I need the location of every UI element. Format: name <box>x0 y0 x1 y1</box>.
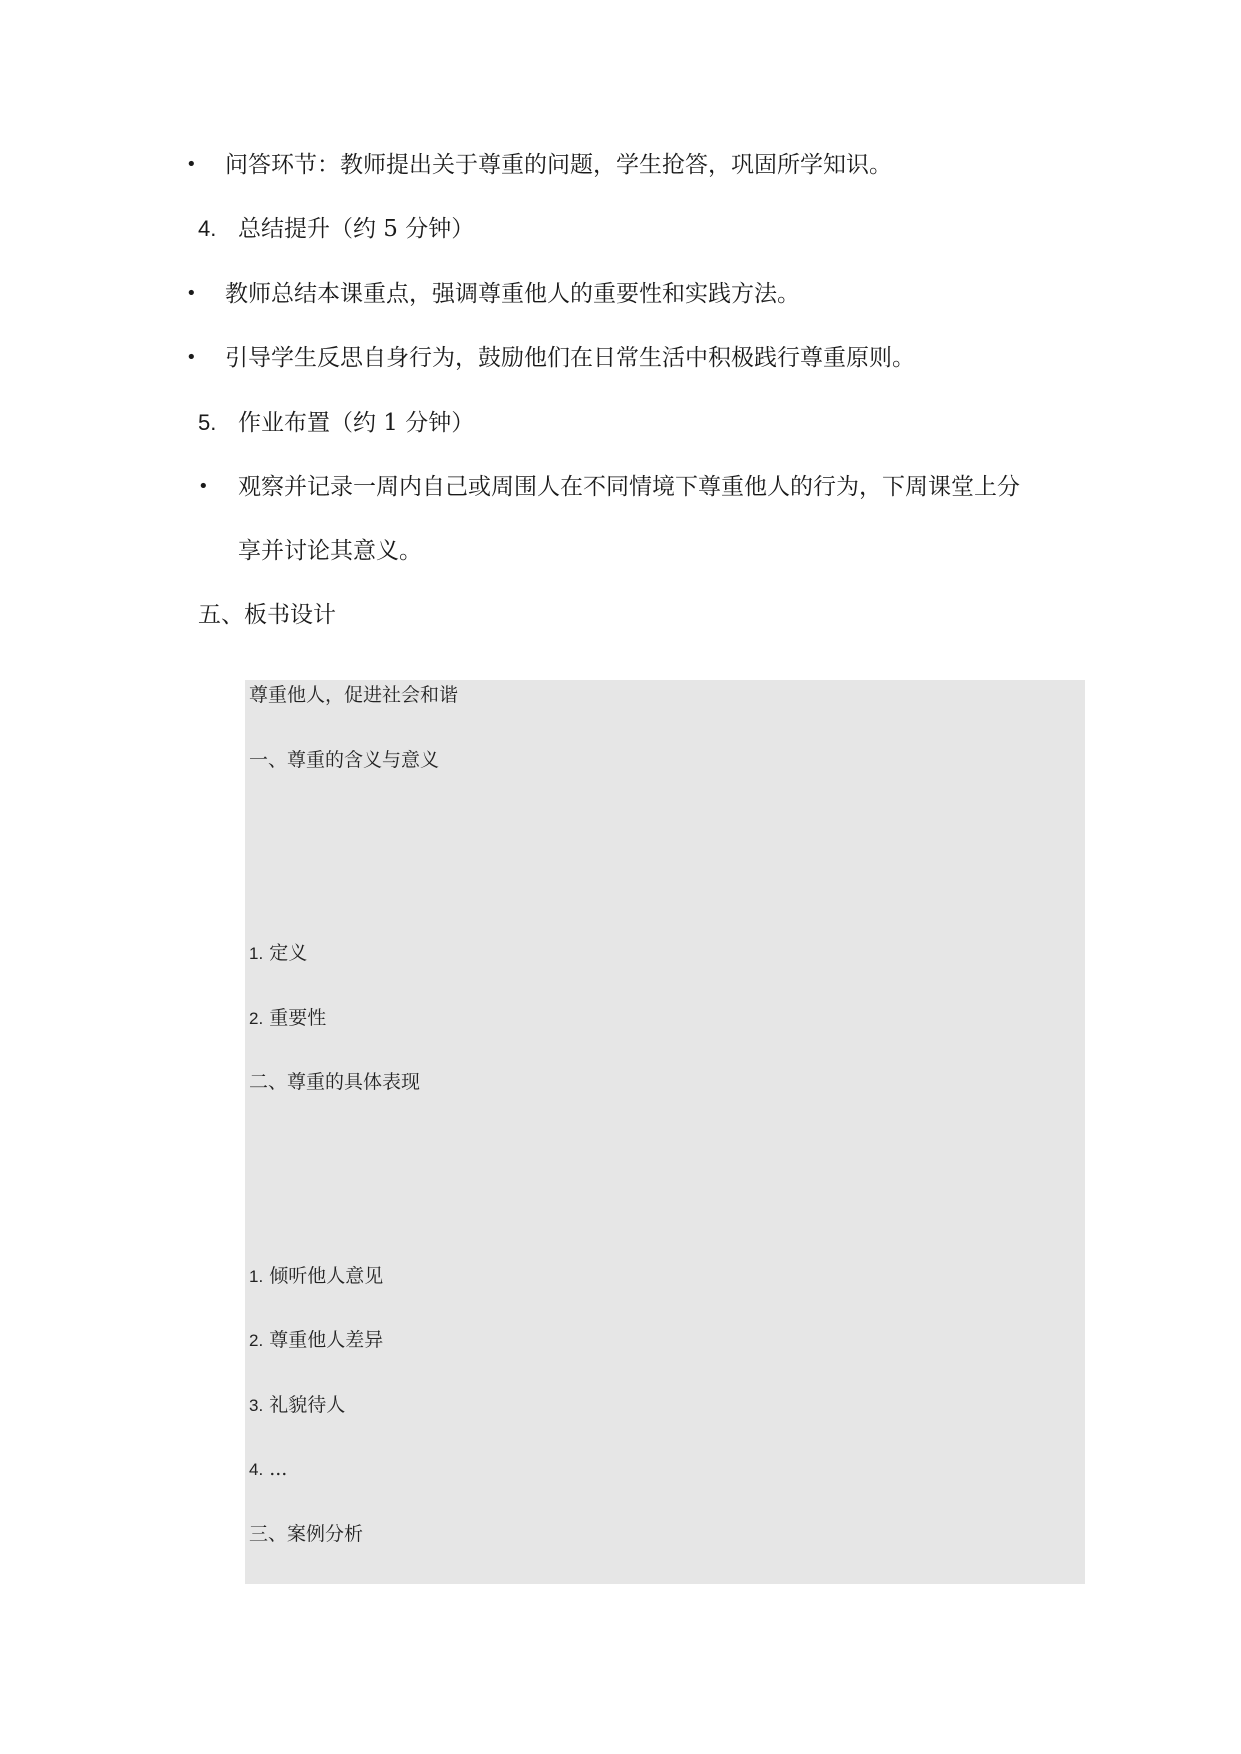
item-number: 2. <box>249 1009 264 1028</box>
board-part2-item <box>249 1327 383 1354</box>
item-number: 1. <box>249 1267 264 1286</box>
item-number: 1. <box>249 944 264 963</box>
blackboard-design-box <box>245 680 1085 1584</box>
item-text: 尊重他人差异 <box>269 1329 384 1351</box>
bullet-teacher-summary: 教师总结本课重点，强调尊重他人的重要性和实践方法。 <box>225 281 800 307</box>
bullet-homework-continuation: 享并讨论其意义。 <box>238 538 422 564</box>
item-number: 3. <box>249 1396 264 1415</box>
board-part2-heading: 二、尊重的具体表现 <box>249 1071 421 1093</box>
step-number-5: 5. <box>198 410 217 435</box>
item-text: 定义 <box>269 942 308 964</box>
item-text: 重要性 <box>269 1007 327 1029</box>
item-text: ... <box>269 1458 288 1480</box>
board-part1-heading: 一、尊重的含义与意义 <box>249 749 440 771</box>
board-part2-item <box>249 1392 345 1419</box>
board-part3-heading: 三、案例分析 <box>249 1523 364 1545</box>
bullet-marker: • <box>186 283 197 304</box>
bullet-qa-session: 问答环节：教师提出关于尊重的问题，学生抢答，巩固所学知识。 <box>225 152 892 178</box>
step-number-4: 4. <box>198 216 217 241</box>
item-text: 礼貌待人 <box>269 1394 346 1416</box>
item-number: 4. <box>249 1460 264 1479</box>
board-part1-item <box>249 940 307 967</box>
bullet-marker: • <box>186 347 197 368</box>
board-title: 尊重他人，促进社会和谐 <box>249 684 459 706</box>
item-text: 倾听他人意见 <box>269 1265 384 1287</box>
bullet-marker: • <box>198 476 209 497</box>
bullet-marker: • <box>186 154 197 175</box>
board-part2-item <box>249 1263 383 1290</box>
item-number: 2. <box>249 1331 264 1350</box>
step-homework-heading: 作业布置（约 1 分钟） <box>238 410 475 436</box>
board-part1-item <box>249 1005 326 1032</box>
bullet-homework: 观察并记录一周内自己或周围人在不同情境下尊重他人的行为，下周课堂上分 <box>238 474 1020 500</box>
bullet-reflection: 引导学生反思自身行为，鼓励他们在日常生活中积极践行尊重原则。 <box>225 345 915 371</box>
board-part2-item <box>249 1456 287 1483</box>
step-summary-heading: 总结提升（约 5 分钟） <box>238 216 475 242</box>
section-heading-board-design: 五、板书设计 <box>198 602 336 628</box>
